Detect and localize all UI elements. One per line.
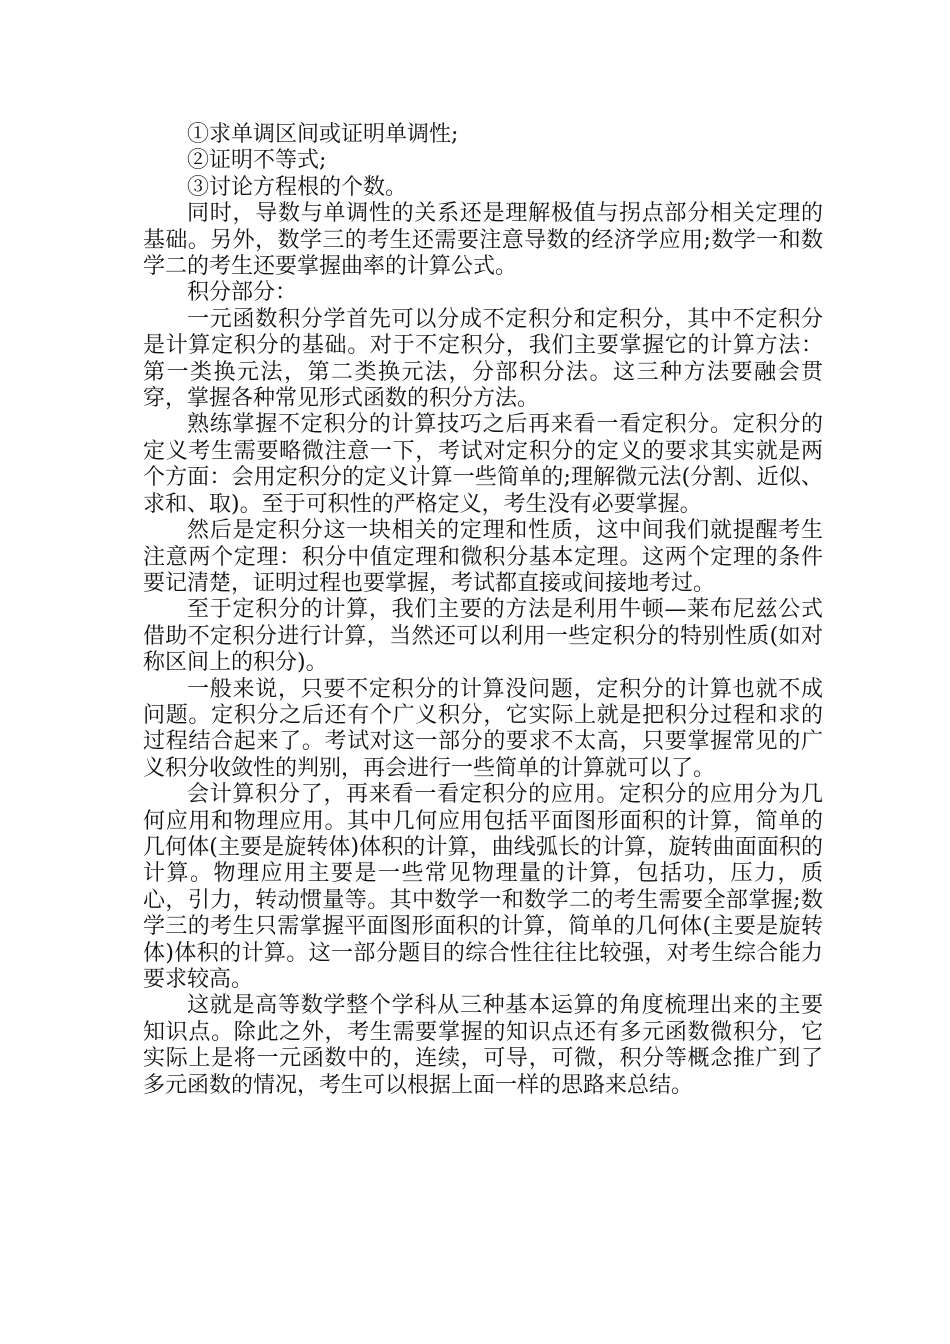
paragraph-definite-integral-computation: 至于定积分的计算，我们主要的方法是利用牛顿—莱布尼兹公式借助不定积分进行计算，当然还可以利用一些定积分的特别性质(如对称区间上的积分)。 [143,597,823,676]
paragraph-theorems: 然后是定积分这一块相关的定理和性质，这中间我们就提醒考生注意两个定理：积分中值定理和微积分基本定理。这两个定理的条件要记清楚，证明过程也要掌握，考试都直接或间接地考过。 [143,518,823,596]
list-item-root-count: ③讨论方程根的个数。 [187,174,408,200]
paragraph-applications: 会计算积分了，再来看一看定积分的应用。定积分的应用分为几何应用和物理应用。其中几何应用包括平面图形面积的计算，简单的几何体(主要是旋转体)体积的计算，曲线弧长的计算，旋转曲面面积的计算。物理应用主要是一些常见物理量的计算，包括功，压力，质心，引力，转动惯量等。其中数学一和数学二的考生需要全部掌握;数学三的考生只需掌握平面图形面积的计算，简单的几何体(主要是旋转体)体积的计算。这一部分题目的综合性往往比较强，对考生综合能力要求较高。 [143,782,823,992]
paragraph-summary: 这就是高等数学整个学科从三种基本运算的角度梳理出来的主要知识点。除此之外，考生需要掌握的知识点还有多元函数微积分，它实际上是将一元函数中的，连续，可导，可微，积分等概念推广到了多元函数的情况，考生可以根据上面一样的思路来总结。 [143,993,823,1098]
list-item-monotonic-interval: ①求单调区间或证明单调性; [187,122,459,147]
section-heading-integration: 积分部分： [187,280,298,306]
paragraph-indefinite-integral: 一元函数积分学首先可以分成不定积分和定积分，其中不定积分是计算定积分的基础。对于不定积分，我们主要掌握它的计算方法：第一类换元法，第二类换元法，分部积分法。这三种方法要融会贯穿，掌握各种常见形式函数的积分方法。 [143,306,823,412]
document-body [143,122,823,1099]
paragraph-improper-integral: 一般来说，只要不定积分的计算没问题，定积分的计算也就不成问题。定积分之后还有个广义积分，它实际上就是把积分过程和求的过程结合起来了。考试对这一部分的要求不太高，只要掌握常见的广义积分收敛性的判别，再会进行一些简单的计算就可以了。 [143,676,823,781]
list-item-prove-inequality: ②证明不等式; [187,148,327,174]
paragraph-definite-integral-definition: 熟练掌握不定积分的计算技巧之后再来看一看定积分。定积分的定义考生需要略微注意一下，考试对定积分的定义的要求其实就是两个方面：会用定积分的定义计算一些简单的;理解微元法(分割、近似、求和、取)。至于可积性的严格定义，考生没有必要掌握。 [143,412,823,517]
paragraph-derivative-monotonicity: 同时，导数与单调性的关系还是理解极值与拐点部分相关定理的基础。另外，数学三的考生还需要注意导数的经济学应用;数学一和数学二的考生还要掌握曲率的计算公式。 [143,201,823,280]
